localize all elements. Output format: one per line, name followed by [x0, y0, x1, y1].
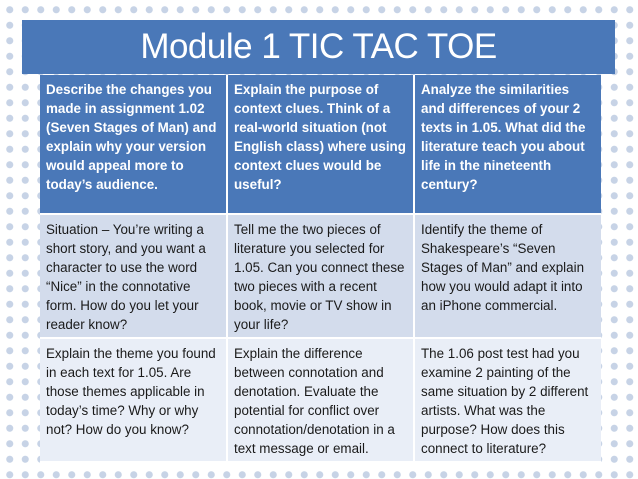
cell-r2-c1: Situation – You’re writing a short story, and you want a character to use the word “Nice” in the connotative form. How do you let your reader know? — [40, 215, 228, 339]
tic-tac-toe-board — [40, 75, 601, 463]
cell-r1-c3: Analyze the similarities and differences of your 2 texts in 1.05. What did the literature teach you about life in the nineteenth century? — [415, 75, 601, 215]
cell-r3-c1: Explain the theme you found in each text for 1.05. Are those themes applicable in today’s time? Why or why not? How do you know? — [40, 339, 228, 463]
cell-r1-c2: Explain the purpose of context clues. Think of a real-world situation (not English class) where using context clues would be useful? — [228, 75, 415, 215]
cell-r1-c1: Describe the changes you made in assignment 1.02 (Seven Stages of Man) and explain why your version would appeal more to today’s audience. — [40, 75, 228, 215]
title-banner — [22, 20, 615, 74]
page-title: Module 1 TIC TAC TOE — [140, 27, 497, 66]
cell-r3-c3: The 1.06 post test had you examine 2 painting of the same situation by 2 different artists. What was the purpose? How does this connect to literature? — [415, 339, 601, 463]
cell-r2-c2: Tell me the two pieces of literature you selected for 1.05. Can you connect these two pieces with a recent book, movie or TV show in your life? — [228, 215, 415, 339]
cell-r2-c3: Identify the theme of Shakespeare’s “Seven Stages of Man” and explain how you would adapt it into an iPhone commercial. — [415, 215, 601, 339]
cell-r3-c2: Explain the difference between connotation and denotation. Evaluate the potential for conflict over connotation/denotation in a text message or email. — [228, 339, 415, 463]
